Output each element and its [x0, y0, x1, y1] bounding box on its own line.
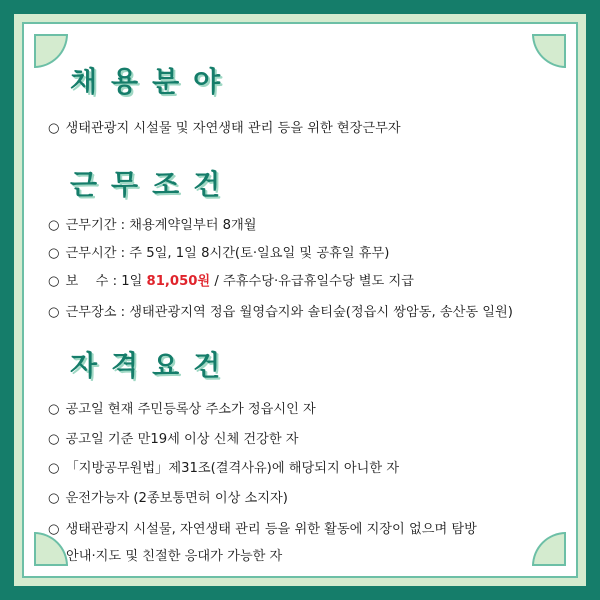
bullet-icon: ○: [48, 491, 60, 506]
pay-amount: 81,050원: [146, 274, 211, 289]
list-item-continuation: 안내·지도 및 친절한 응대가 가능한 자: [66, 549, 283, 564]
corner-decoration: [34, 532, 68, 566]
corner-decoration: [34, 34, 68, 68]
bullet-icon: ○: [48, 522, 60, 537]
bullet-icon: ○: [48, 305, 60, 320]
list-item: ○ 운전가능자 (2종보통면허 이상 소지자): [48, 491, 288, 506]
bullet-icon: ○: [48, 218, 60, 233]
bullet-icon: ○: [48, 432, 60, 447]
bullet-icon: ○: [48, 402, 60, 417]
bullet-icon: ○: [48, 461, 60, 476]
list-item: ○ 공고일 현재 주민등록상 주소가 정읍시인 자: [48, 402, 316, 417]
list-item: ○ 근무기간 : 채용계약일부터 8개월: [48, 218, 257, 233]
list-item: ○ 근무장소 : 생태관광지역 정읍 월영습지와 솔티숲(정읍시 쌍암동, 송산동 일원): [48, 305, 513, 320]
list-item: ○ 공고일 기준 만19세 이상 신체 건강한 자: [48, 432, 299, 447]
section-title-field: 채용분야: [70, 65, 235, 98]
list-item: ○ 생태관광지 시설물 및 자연생태 관리 등을 위한 현장근무자: [48, 121, 401, 136]
list-item: ○ 근무시간 : 주 5일, 1일 8시간(토·일요일 및 공휴일 휴무): [48, 246, 390, 261]
list-item: ○ 생태관광지 시설물, 자연생태 관리 등을 위한 활동에 지장이 없으며 탐방: [48, 522, 477, 537]
corner-decoration: [532, 532, 566, 566]
section-title-qualifications: 자격요건: [70, 349, 235, 382]
bullet-icon: ○: [48, 246, 60, 261]
list-item: ○ 「지방공무원법」제31조(결격사유)에 해당되지 아니한 자: [48, 461, 400, 476]
section-title-conditions: 근무조건: [70, 168, 235, 201]
list-item: ○ 보 수 : 1일 81,050원 / 주휴수당·유급휴일수당 별도 지급: [48, 274, 414, 289]
corner-decoration: [532, 34, 566, 68]
bullet-icon: ○: [48, 274, 60, 289]
bullet-icon: ○: [48, 121, 60, 136]
